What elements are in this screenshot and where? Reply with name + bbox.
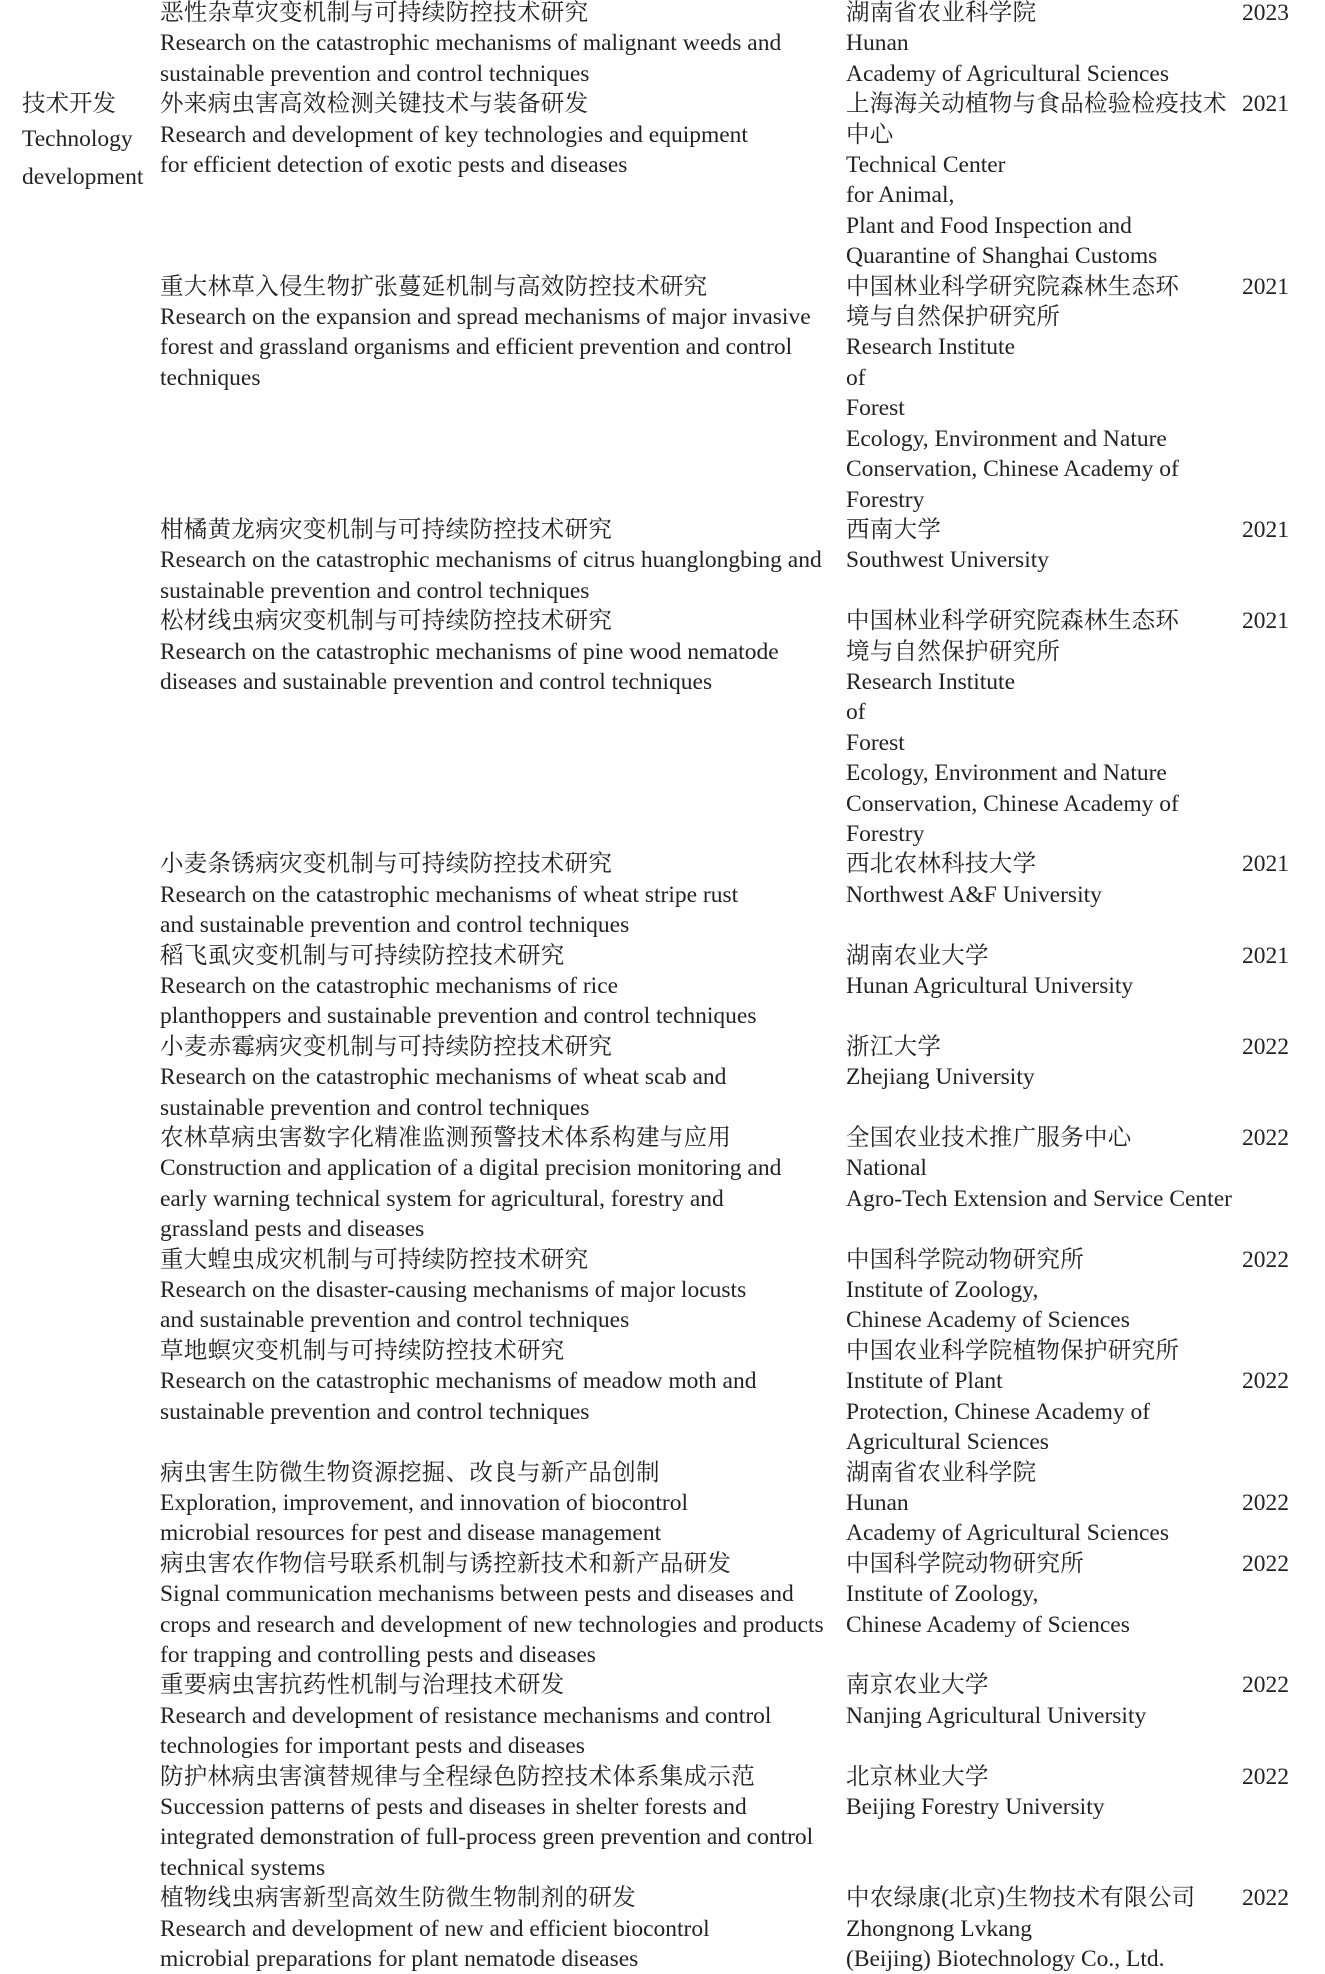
year-cell: 2021 [1242,608,1289,635]
project-cell [160,941,846,1032]
project-title-en: Exploration, improvement, and innovation of biocontrol [160,1489,688,1516]
table-row [160,1549,1320,1671]
institution-name-zh: 浙江大学 [846,1033,942,1060]
project-title-en: Research on the catastrophic mechanisms of meadow moth and [160,1368,757,1395]
institution-cell [846,849,1242,910]
institution-name-zh: 中国林业科学研究院森林生态环 [846,273,1180,300]
project-cell [160,272,846,394]
project-title-zh: 病虫害农作物信号联系机制与诱控新技术和新产品研发 [160,1550,732,1577]
institution-name-en: Northwest A&F University [846,881,1102,908]
institution-name-en: Hunan Agricultural University [846,973,1134,999]
institution-cell [846,941,1242,1002]
institution-cell [846,606,1242,849]
year-cell: 2022 [1242,1672,1289,1699]
project-title-en: technologies for important pests and diseases [160,1733,585,1760]
institution-name-en: Institute of Zoology, [846,1581,1039,1608]
institution-name-en: for Animal, [846,182,955,209]
institution-cell [846,1123,1242,1214]
project-title-en: crops and research and development of new technologies and products [160,1611,824,1638]
institution-name-zh: 中国科学院动物研究所 [846,1550,1084,1577]
table-row [160,1670,1320,1761]
year-cell: 2022 [1242,1125,1289,1152]
project-title-en: Research on the catastrophic mechanisms of malignant weeds and [160,30,782,57]
institution-name-en: Hunan [846,1489,909,1516]
institution-cell [846,1883,1242,1974]
institution-cell [846,0,1242,89]
project-title-en: Research and development of resistance mechanisms and control [160,1702,772,1729]
project-title-zh: 草地螟灾变机制与可持续防控技术研究 [160,1337,565,1364]
project-title-en: Research on the catastrophic mechanisms of wheat stripe rust [160,881,739,908]
project-title-zh: 防护林病虫害演替规律与全程绿色防控技术体系集成示范 [160,1763,755,1790]
project-title-en: for trapping and controlling pests and diseases [160,1641,596,1668]
project-title-en: Construction and application of a digital precision monitoring and [160,1155,782,1182]
project-title-en: and sustainable prevention and control techniques [160,912,630,939]
project-title-en: microbial resources for pest and disease management [160,1520,662,1547]
project-cell [160,1549,846,1671]
project-title-en: Research on the catastrophic mechanisms of wheat scab and [160,1064,727,1091]
institution-name-en: National [846,1155,927,1182]
project-title-en: sustainable prevention and control techniques [160,1398,590,1425]
project-cell [160,1032,846,1123]
project-title-en: integrated demonstration of full-process green prevention and control [160,1824,814,1851]
table-row [160,1245,1320,1336]
year-cell: 2022 [1242,1246,1289,1273]
institution-name-en: Zhejiang University [846,1064,1035,1091]
institution-name-en: of [846,699,866,726]
institution-name-en: Institute of Zoology, [846,1277,1039,1304]
institution-name-en: Forest [846,395,905,422]
table-row [160,606,1320,849]
institution-name-en: Forest [846,729,905,756]
table-row [160,272,1320,515]
table-row [160,941,1320,1032]
project-cell [160,0,846,89]
table-row [160,0,1320,89]
year-cell: 2021 [1242,942,1289,969]
project-title-en: Succession patterns of pests and diseases in shelter forests and [160,1793,747,1820]
table-row [160,849,1320,940]
table-row [160,515,1320,606]
project-title-zh: 外来病虫害高效检测关键技术与装备研发 [160,91,589,118]
project-title-en: for efficient detection of exotic pests and diseases [160,152,628,179]
project-title-zh: 重大林草入侵生物扩张蔓延机制与高效防控技术研究 [160,273,708,300]
project-title-en: sustainable prevention and control techniques [160,60,590,87]
institution-name-zh: 湖南省农业科学院 [846,1459,1037,1486]
project-title-en: sustainable prevention and control techniques [160,577,590,604]
institution-cell [846,1762,1242,1823]
institution-name-en: Research Institute [846,668,1016,695]
project-title-en: and sustainable prevention and control techniques [160,1307,630,1334]
institution-name-zh: 中农绿康(北京)生物技术有限公司 [846,1885,1196,1912]
year-cell: 2022 [1242,1550,1289,1577]
project-title-zh: 稻飞虱灾变机制与可持续防控技术研究 [160,942,565,969]
project-cell [160,1762,846,1884]
project-table [160,0,1320,1974]
project-title-zh: 恶性杂草灾变机制与可持续防控技术研究 [160,0,589,26]
project-title-en: early warning technical system for agricultural, forestry and [160,1185,724,1212]
year-cell: 2021 [1242,273,1289,300]
institution-name-en: Chinese Academy of Sciences [846,1307,1130,1334]
project-title-en: Research on the expansion and spread mechanisms of major invasive [160,304,811,331]
year-cell: 2022 [1242,1885,1289,1912]
institution-name-en: Southwest University [846,547,1050,574]
institution-cell [846,1336,1242,1458]
institution-cell [846,1245,1242,1336]
institution-cell [846,89,1242,271]
institution-name-zh: 湖南省农业科学院 [846,0,1037,26]
table-row [160,1032,1320,1123]
table-row [160,1123,1320,1245]
year-cell: 2021 [1242,516,1289,543]
project-cell [160,1458,846,1549]
institution-name-zh: 中国科学院动物研究所 [846,1246,1084,1273]
table-row [160,89,1320,271]
project-title-zh: 病虫害生防微生物资源挖掘、改良与新产品创制 [160,1459,660,1486]
project-title-en: microbial preparations for plant nematode diseases [160,1946,639,1972]
institution-name-zh: 境与自然保护研究所 [846,638,1061,665]
institution-name-en: Technical Center [846,152,1006,179]
institution-name-zh: 中国林业科学研究院森林生态环 [846,608,1180,635]
project-title-en: Research and development of key technologies and equipment [160,121,748,148]
project-title-en: technical systems [160,1854,326,1881]
project-cell [160,1245,846,1336]
project-title-en: Research and development of new and efficient biocontrol [160,1915,710,1942]
institution-name-zh: 南京农业大学 [846,1672,989,1699]
institution-cell [846,1549,1242,1640]
project-title-en: diseases and sustainable prevention and control techniques [160,668,713,695]
institution-name-zh: 全国农业技术推广服务中心 [846,1125,1132,1152]
institution-name-en: Ecology, Environment and Nature Conservation, Chinese Academy of Forestry [846,760,1179,847]
institution-name-zh: 西北农林科技大学 [846,851,1037,878]
project-title-en: planthoppers and sustainable prevention and control techniques [160,1003,757,1030]
institution-name-en: Beijing Forestry University [846,1793,1105,1820]
institution-name-en: Hunan [846,30,909,57]
institution-name-zh: 上海海关动植物与食品检验检疫技术中心 [846,91,1227,148]
table-row [160,1883,1320,1974]
project-cell [160,89,846,180]
project-cell [160,515,846,606]
year-cell: 2022 [1242,1489,1289,1516]
table-row [160,1762,1320,1884]
institution-name-zh: 西南大学 [846,516,942,543]
project-title-zh: 小麦条锈病灾变机制与可持续防控技术研究 [160,851,613,878]
project-title-zh: 重要病虫害抗药性机制与治理技术研发 [160,1672,565,1699]
project-title-en: forest and grassland organisms and efficient prevention and control [160,334,793,361]
project-title-en: Signal communication mechanisms between pests and diseases and [160,1581,794,1608]
project-title-en: sustainable prevention and control techniques [160,1094,590,1121]
project-cell [160,1883,846,1974]
project-cell [160,849,846,940]
project-title-zh: 松材线虫病灾变机制与可持续防控技术研究 [160,608,613,635]
institution-name-en: Academy of Agricultural Sciences [846,1520,1170,1547]
institution-name-en: of [846,364,866,391]
institution-name-zh: 北京林业大学 [846,1763,989,1790]
year-cell: 2022 [1242,1368,1289,1395]
project-title-en: techniques [160,364,261,391]
year-cell: 2023 [1242,0,1289,26]
institution-name-zh: 中国农业科学院植物保护研究所 [846,1337,1180,1364]
project-title-en: Research on the catastrophic mechanisms of pine wood nematode [160,638,779,665]
institution-name-en: Plant and Food Inspection and Quarantine of Shanghai Customs [846,212,1158,270]
institution-cell [846,1032,1242,1093]
institution-name-en: Zhongnong Lvkang [846,1915,1033,1942]
project-title-en: Research on the catastrophic mechanisms of citrus huanglongbing and [160,547,822,574]
year-cell: 2021 [1242,851,1289,878]
project-cell [160,1670,846,1761]
project-title-en: Research on the catastrophic mechanisms of rice [160,973,619,999]
project-title-en: Research on the disaster-causing mechanisms of major locusts [160,1277,747,1304]
institution-cell [846,1670,1242,1731]
category-label-en-line2: development [22,164,144,190]
project-title-zh: 柑橘黄龙病灾变机制与可持续防控技术研究 [160,516,613,543]
institution-cell [846,272,1242,515]
category-label-en-line1: Technology [22,126,133,152]
institution-cell [846,515,1242,576]
institution-name-en: Nanjing Agricultural University [846,1702,1147,1729]
institution-name-en: Academy of Agricultural Sciences [846,60,1170,87]
institution-name-en: Ecology, Environment and Nature Conservation, Chinese Academy of Forestry [846,425,1179,513]
institution-name-en: Chinese Academy of Sciences [846,1611,1130,1638]
year-cell: 2022 [1242,1763,1289,1790]
project-cell [160,606,846,697]
institution-cell [846,1458,1242,1549]
table-row [160,1458,1320,1549]
category-label-zh: 技术开发 [22,91,116,117]
table-row [160,1336,1320,1458]
project-title-zh: 植物线虫病害新型高效生防微生物制剂的研发 [160,1885,636,1912]
project-title-zh: 小麦赤霉病灾变机制与可持续防控技术研究 [160,1033,613,1060]
project-title-zh: 农林草病虫害数字化精准监测预警技术体系构建与应用 [160,1125,732,1152]
institution-name-en: Research Institute [846,334,1016,361]
project-title-zh: 重大蝗虫成灾机制与可持续防控技术研究 [160,1246,589,1273]
institution-name-en: Agro-Tech Extension and Service Center [846,1185,1232,1212]
institution-name-zh: 境与自然保护研究所 [846,304,1061,331]
project-cell [160,1336,846,1427]
institution-name-en: (Beijing) Biotechnology Co., Ltd. [846,1946,1165,1972]
institution-name-en: Institute of Plant [846,1368,1003,1395]
year-cell: 2022 [1242,1033,1289,1060]
institution-name-zh: 湖南农业大学 [846,942,989,969]
institution-name-en: Protection, Chinese Academy of Agricultural Sciences [846,1398,1151,1456]
category-cell [22,88,162,196]
project-cell [160,1123,846,1245]
year-cell: 2021 [1242,91,1289,118]
project-title-en: grassland pests and diseases [160,1216,425,1243]
